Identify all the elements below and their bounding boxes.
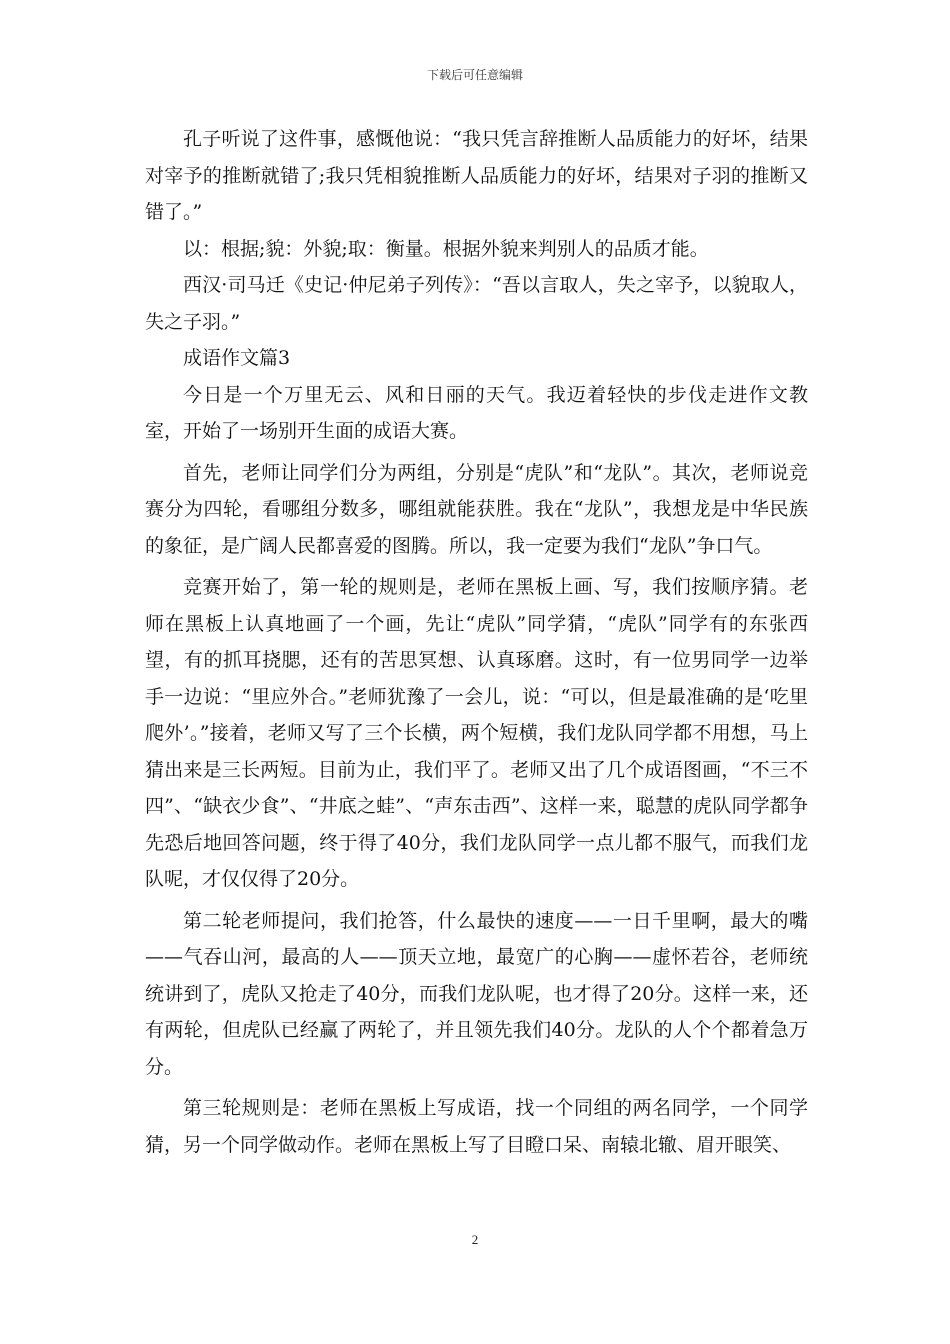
paragraph-round-one: 竞赛开始了，第一轮的规则是，老师在黑板上画、写，我们按顺序猜。老师在黑板上认真地画了一个画，先让“虎队”同学猜，“虎队”同学有的东张西望，有的抓耳挠腮，还有的苦思冥想、认真琢磨。这时，有一位男同学一边举手一边说：“里应外合。”老师犹豫了一会儿，说：“可以，但是最准确的是‘吃里爬外’。”接着，老师又写了三个长横，两个短横，我们龙队同学都不用想，马上猜出来是三长两短。目前为止，我们平了。老师又出了几个成语图画，“不三不四”、“缺衣少食”、“井底之蛙”、“声东击西”、这样一来，聪慧的虎队同学都争先恐后地回答问题，终于得了40分，我们龙队同学一点儿都不服气，而我们龙队呢，才仅仅得了20分。 — [145, 576, 808, 890]
paragraph-teams: 首先，老师让同学们分为两组，分别是“虎队”和“龙队”。其次，老师说竞赛分为四轮，看哪组分数多，哪组就能获胜。我在“龙队”，我想龙是中华民族的象征，是广阔人民都喜爱的图腾。所以，我一定要为我们“龙队”争口气。 — [145, 461, 808, 557]
paragraph-round-three: 第三轮规则是：老师在黑板上写成语，找一个同组的两名同学，一个同学猜，另一个同学做动作。老师在黑板上写了目瞪口呆、南辕北辙、眉开眼笑、 — [145, 1097, 808, 1156]
paragraph-idiom-explanation: 以：根据;貌：外貌;取：衡量。根据外貌来判别人的品质才能。 — [183, 237, 709, 260]
page-header-note: 下载后可任意编辑 — [426, 68, 523, 82]
paragraph-round-two: 第二轮老师提问，我们抢答，什么最快的速度——一日千里啊，最大的嘴——气吞山河，最高的人——顶天立地，最宽广的心胸——虚怀若谷，老师统统讲到了，虎队又抢走了40分，而我们龙队呢，也才得了20分。这样一来，还有两轮，但虎队已经赢了两轮了，并且领先我们40分。龙队的人个个都着急万分。 — [145, 909, 808, 1078]
paragraph-idiom-source: 西汉·司马迁《史记·仲尼弟子列传》：“吾以言取人，失之宰予，以貌取人，失之子羽。” — [145, 274, 808, 333]
page-number: 2 — [471, 1232, 479, 1247]
document-body — [145, 121, 808, 1163]
paragraph-confucius-remark: 孔子听说了这件事，感慨他说：“我只凭言辞推断人品质能力的好坏，结果对宰予的推断就错了;我只凭相貌推断人品质能力的好坏，结果对子羽的推断又错了。” — [145, 128, 808, 223]
paragraph-intro: 今日是一个万里无云、风和日丽的天气。我迈着轻快的步伐走进作文教室，开始了一场别开生面的成语大赛。 — [145, 383, 808, 442]
section-heading-essay-3: 成语作文篇3 — [183, 347, 291, 369]
